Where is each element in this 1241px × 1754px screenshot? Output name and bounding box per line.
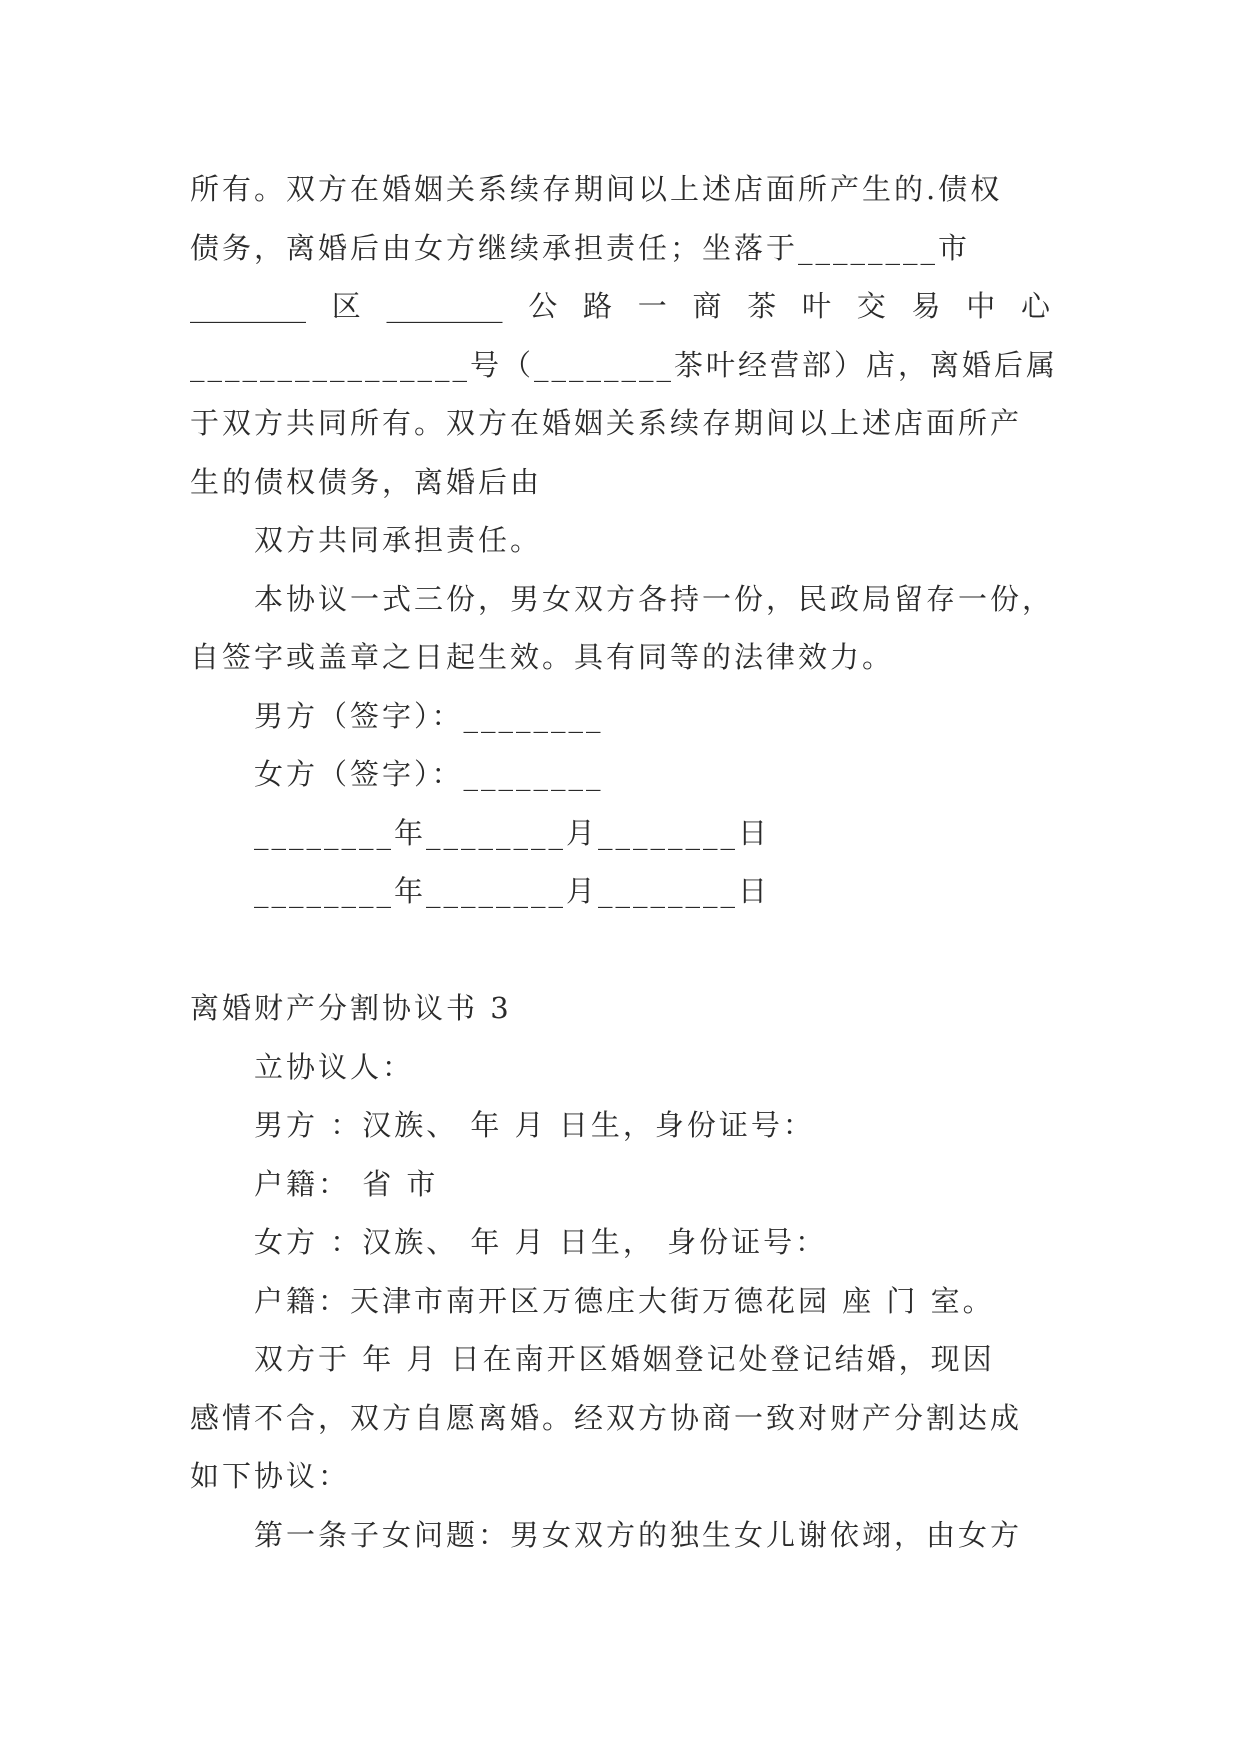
text-char: 商 (692, 289, 722, 323)
parties-label: 立协议人： (254, 1049, 415, 1084)
text-char: 一 (637, 289, 667, 323)
male-household-registration: 户籍： 省 市 (254, 1166, 439, 1201)
text-line-justified (190, 277, 1050, 336)
text-char: 心 (1020, 289, 1050, 323)
section-gap (190, 921, 1050, 980)
text-char: 易 (911, 289, 941, 323)
marriage-paragraph: 双方于 年 月 日在南开区婚姻登记处登记结婚，现因 (254, 1342, 995, 1376)
article-1-children: 第一条子女问题：男女双方的独生女儿谢依翊，由女方 (254, 1517, 1023, 1552)
text-char: 区 (331, 289, 361, 323)
blank-district: ________ (386, 289, 503, 323)
marriage-paragraph-cont: 如下协议： (190, 1459, 351, 1493)
date-line: ________年________月________日 (254, 874, 771, 908)
text-char: 茶 (747, 289, 777, 323)
text-line: 所有。双方在婚姻关系续存期间以上述店面所产生的.债权 (190, 172, 1003, 206)
female-household-registration: 户籍：天津市南开区万德庄大街万德花园 座 门 室。 (254, 1283, 995, 1318)
text-char: 公 (528, 289, 558, 323)
blank-city: ________ (190, 289, 306, 323)
text-char: 路 (582, 289, 612, 323)
female-party-info: 女方 ：汉族、 年 月 日生， 身份证号： (254, 1225, 828, 1259)
male-signature-line: 男方（签字）：________ (254, 698, 604, 733)
date-line: ________年________月________日 (254, 815, 771, 850)
text-line: 生的债权债务，离婚后由 (190, 464, 543, 499)
text-char: 中 (966, 289, 996, 323)
document-page (190, 160, 1059, 1564)
section-title: 离婚财产分割协议书 3 (190, 991, 512, 1025)
female-signature-line: 女方（签字）：________ (254, 757, 604, 791)
male-party-info: 男方 ：汉族、 年 月 日生，身份证号： (254, 1108, 815, 1142)
marriage-paragraph-cont: 感情不合，双方自愿离婚。经双方协商一致对财产分割达成 (190, 1400, 1023, 1435)
text-line: 债务，离婚后由女方继续承担责任；坐落于________市 (190, 230, 971, 265)
paragraph-copies-cont: 自签字或盖章之日起生效。具有同等的法律效力。 (190, 640, 895, 674)
text-char: 交 (856, 289, 886, 323)
text-line: 于双方共同所有。双方在婚姻关系续存期间以上述店面所产 (190, 406, 1023, 440)
text-char: 叶 (801, 289, 831, 323)
paragraph-copies: 本协议一式三份，男女双方各持一份，民政局留存一份， (254, 581, 1055, 616)
text-line: ________________号（________茶叶经营部）店，离婚后属 (190, 347, 1059, 382)
paragraph-shared-responsibility: 双方共同承担责任。 (254, 523, 543, 557)
